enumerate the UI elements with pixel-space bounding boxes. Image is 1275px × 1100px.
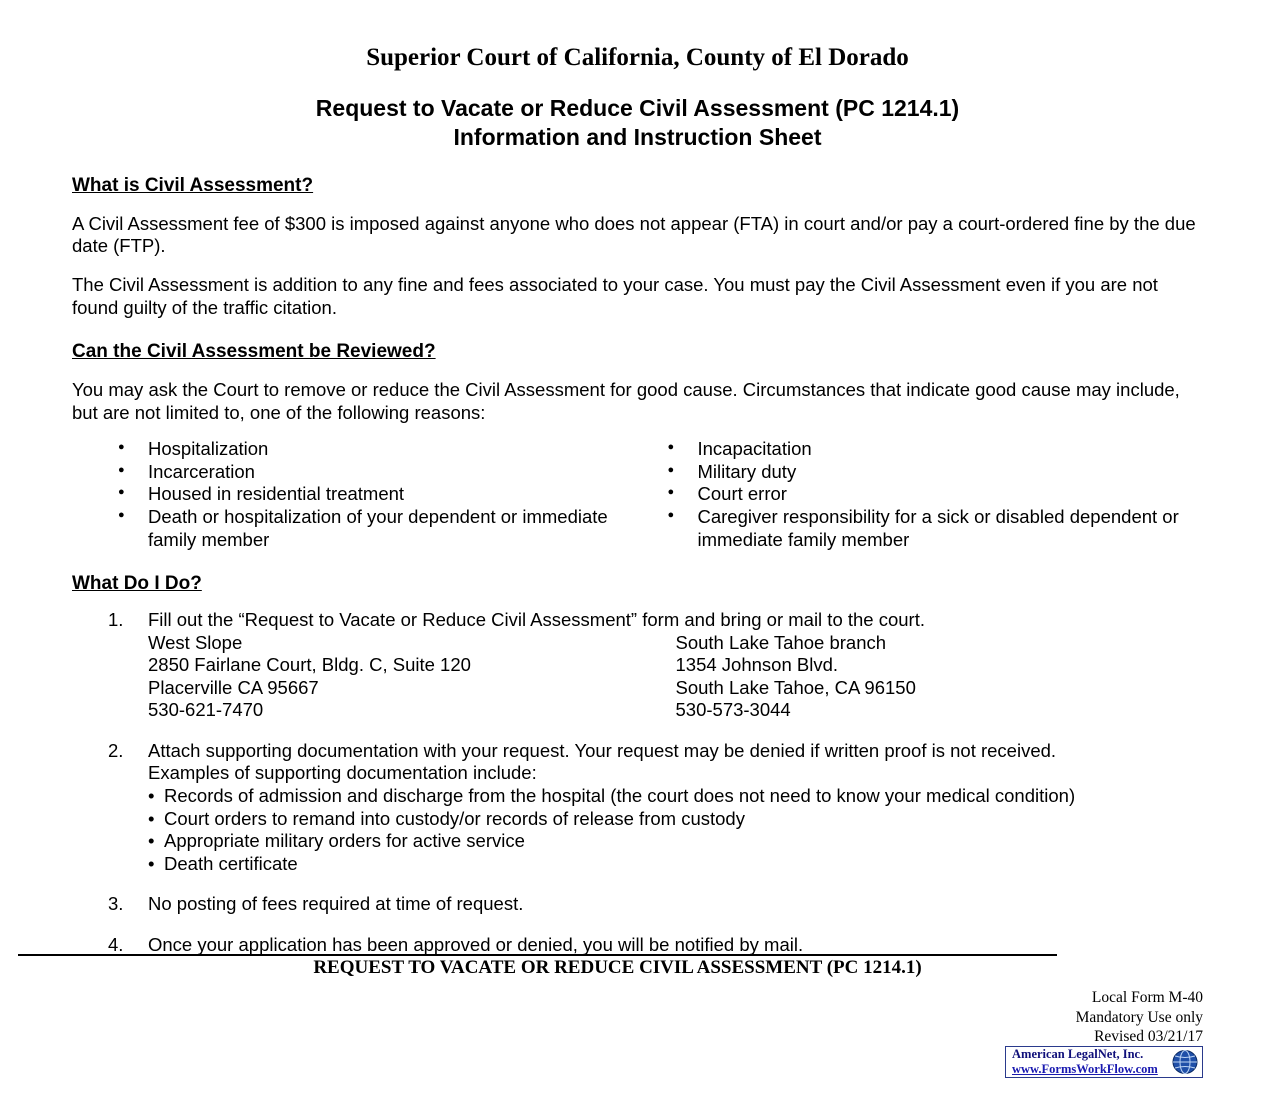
list-item: ● Caregiver responsibility for a sick or disabled dependent or immediate family member bbox=[660, 506, 1204, 551]
section-heading-what-is-civil-assessment: What is Civil Assessment? bbox=[72, 174, 314, 196]
step-2-examples-list bbox=[148, 785, 1203, 875]
list-item: • Appropriate military orders for active service bbox=[148, 830, 1203, 853]
footer-form-meta bbox=[1076, 988, 1203, 1047]
step-2 bbox=[72, 740, 1203, 875]
footer-local-form: Local Form M-40 bbox=[1091, 989, 1203, 1006]
office-name: West Slope bbox=[148, 631, 243, 653]
step-2-number: 2. bbox=[108, 739, 124, 761]
list-item: ● Court error bbox=[660, 483, 1204, 506]
instruction-steps bbox=[72, 609, 1203, 956]
reasons-column-right bbox=[638, 438, 1204, 551]
office-street: 1354 Johnson Blvd. bbox=[675, 654, 839, 676]
court-addresses bbox=[148, 632, 1203, 722]
list-item: ● Hospitalization bbox=[110, 438, 638, 461]
step-2-text: Attach supporting documentation with your request. Your request may be denied if written proof is not received. bbox=[148, 739, 1057, 761]
step-4-text: Once your application has been approved or denied, you will be notified by mail. bbox=[148, 933, 804, 955]
step-4 bbox=[72, 934, 1203, 957]
step-3 bbox=[72, 893, 1203, 916]
list-item: ● Military duty bbox=[660, 461, 1204, 484]
step-4-number: 4. bbox=[108, 933, 124, 955]
footer-divider bbox=[18, 954, 1057, 956]
step-1-text: Fill out the “Request to Vacate or Reduce Civil Assessment” form and bring or mail to the court. bbox=[148, 609, 925, 631]
list-item: • Records of admission and discharge from the hospital (the court does not need to know your medical condition) bbox=[148, 785, 1203, 808]
footer-revised-date: Revised 03/21/17 bbox=[1094, 1028, 1203, 1046]
what-is-paragraph-1: A Civil Assessment fee of $300 is imposed against anyone who does not appear (FTA) in court and/or pay a court-ordered fine by the due date (FTP). bbox=[72, 212, 1196, 257]
office-city: South Lake Tahoe, CA 96150 bbox=[675, 676, 916, 698]
reasons-column-left bbox=[72, 438, 638, 551]
office-phone: 530-621-7470 bbox=[148, 699, 264, 721]
stamp-website-link[interactable]: www.FormsWorkFlow.com bbox=[1012, 1062, 1158, 1076]
list-item: • Court orders to remand into custody/or records of release from custody bbox=[148, 808, 1203, 831]
court-address-west-slope bbox=[148, 632, 676, 722]
court-name: Superior Court of California, County of El Dorado bbox=[366, 44, 909, 71]
footer-mandatory-use: Mandatory Use only bbox=[1075, 1008, 1203, 1026]
what-is-paragraph-2: The Civil Assessment is addition to any fine and fees associated to your case. You must pay the Civil Assessment even if you are not found guilty of the traffic citation. bbox=[72, 274, 1158, 318]
step-3-number: 3. bbox=[108, 893, 124, 915]
list-item: ● Incarceration bbox=[110, 461, 638, 484]
step-3-text: No posting of fees required at time of request. bbox=[148, 893, 524, 915]
step-1-number: 1. bbox=[108, 609, 124, 631]
list-item: ● Housed in residential treatment bbox=[110, 483, 638, 506]
office-street: 2850 Fairlane Court, Bldg. C, Suite 120 bbox=[148, 654, 471, 676]
good-cause-reasons bbox=[72, 438, 1203, 551]
american-legalnet-stamp bbox=[1005, 1046, 1203, 1078]
list-item: ● Death or hospitalization of your dependent or immediate family member bbox=[110, 506, 638, 551]
office-name: South Lake Tahoe branch bbox=[675, 631, 887, 653]
office-phone: 530-573-3044 bbox=[675, 699, 791, 721]
reviewed-paragraph-1: You may ask the Court to remove or reduce the Civil Assessment for good cause. Circumstances that indicate good cause may include, but are not limited to, one of the following reasons: bbox=[72, 379, 1180, 423]
section-heading-what-do-i-do: What Do I Do? bbox=[72, 573, 202, 595]
footer-form-title: REQUEST TO VACATE OR REDUCE CIVIL ASSESSMENT (PC 1214.1) bbox=[313, 957, 922, 978]
form-title-line-1: Request to Vacate or Reduce Civil Assessment (PC 1214.1) bbox=[315, 95, 960, 121]
step-2-examples-lead: Examples of supporting documentation include: bbox=[148, 762, 537, 784]
section-heading-can-be-reviewed: Can the Civil Assessment be Reviewed? bbox=[72, 341, 436, 363]
form-title bbox=[72, 94, 1203, 153]
list-item: • Death certificate bbox=[148, 853, 1203, 876]
stamp-company-name: American LegalNet, Inc. bbox=[1012, 1047, 1144, 1062]
court-address-south-lake-tahoe bbox=[676, 632, 1204, 722]
legalnet-globe-icon bbox=[1168, 1048, 1202, 1076]
office-city: Placerville CA 95667 bbox=[148, 676, 319, 698]
step-1 bbox=[72, 609, 1203, 722]
form-title-line-2: Information and Instruction Sheet bbox=[453, 124, 822, 151]
list-item: ● Incapacitation bbox=[660, 438, 1204, 461]
